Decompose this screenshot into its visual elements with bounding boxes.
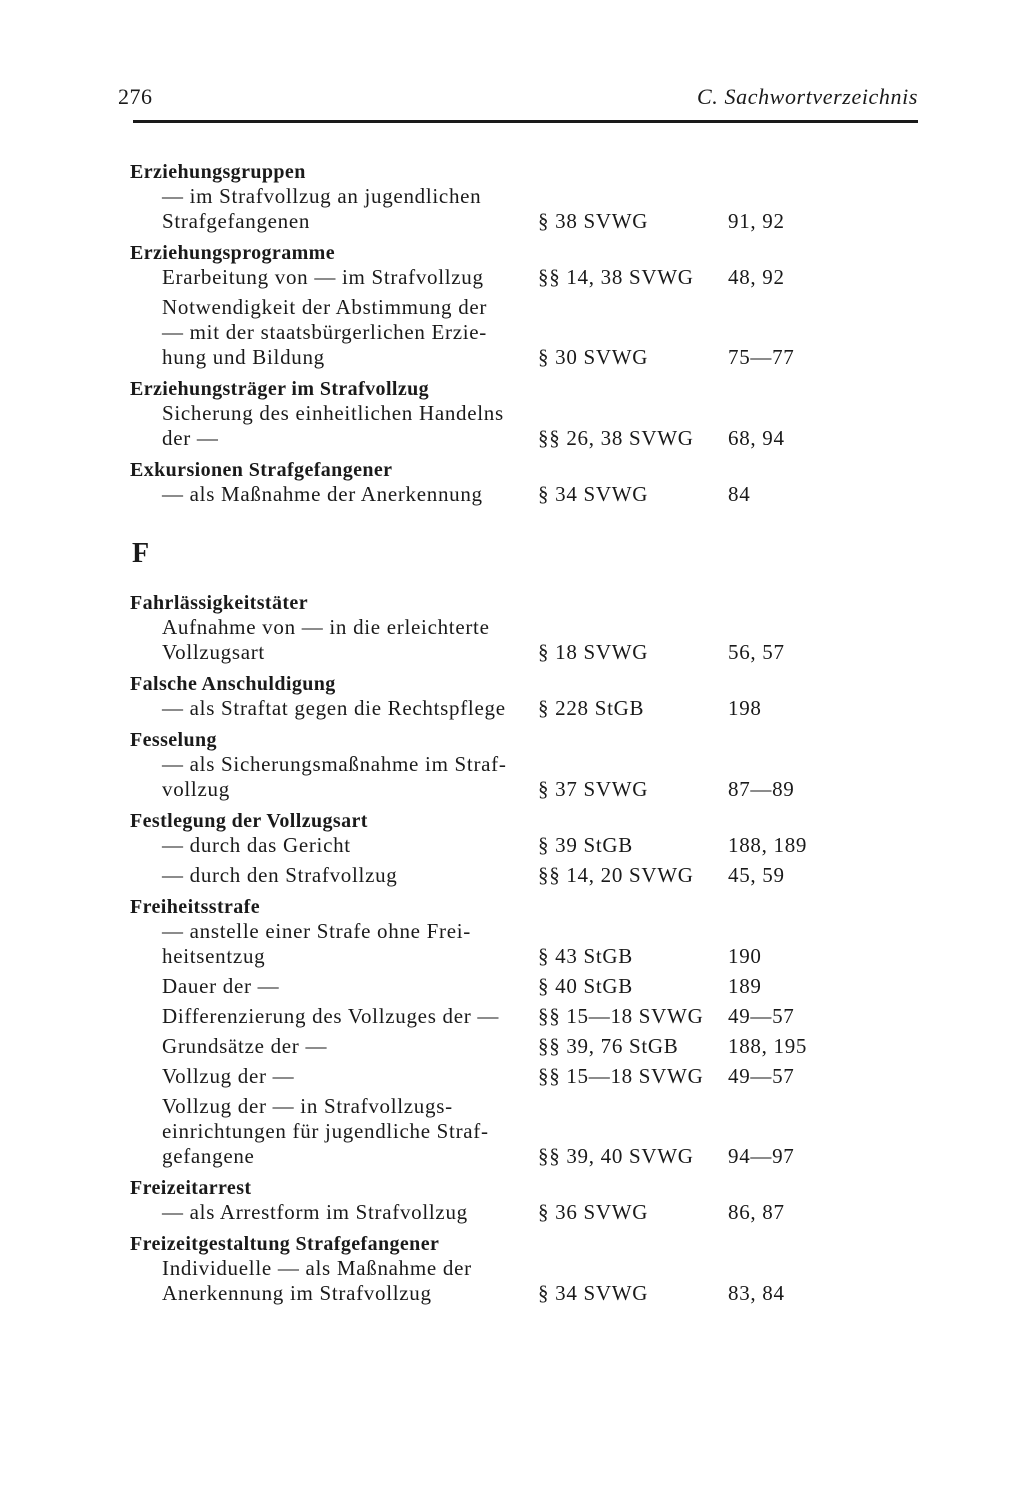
sub-entry-reference: §§ 39, 76 StGB: [538, 1034, 679, 1058]
sub-entry-pages: 188, 195: [728, 1034, 808, 1058]
page-number: 276: [118, 84, 153, 109]
sub-entry: [130, 184, 930, 234]
sub-entry-text: — im Strafvollzug an jugendlichen Strafgefangenen: [162, 184, 482, 233]
sub-entry-reference: § 36 SVWG: [538, 1200, 649, 1224]
sub-entry-pages: 190: [728, 944, 762, 968]
sub-entry: [130, 482, 930, 507]
sub-entry-text: — durch den Strafvollzug: [162, 863, 398, 887]
entry-heading: Fahrlässigkeitstäter: [130, 592, 308, 614]
sub-entry-pages: 83, 84: [728, 1281, 785, 1305]
sub-entry-pages: 68, 94: [728, 426, 785, 450]
sub-entry: [130, 863, 930, 888]
index-entry: [130, 809, 930, 888]
index-entry: [130, 672, 930, 721]
sub-entry: [130, 1200, 930, 1225]
entry-heading: Erziehungsträger im Strafvollzug: [130, 378, 430, 400]
sub-entry: [130, 696, 930, 721]
sub-entry-pages: 48, 92: [728, 265, 785, 289]
sub-entry-text: Dauer der —: [162, 974, 280, 998]
sub-entry-reference: § 34 SVWG: [538, 482, 649, 506]
entry-heading: Erziehungsgruppen: [130, 161, 306, 183]
sub-entry-pages: 189: [728, 974, 762, 998]
sub-entry: [130, 295, 930, 370]
sub-entry-text: Sicherung des einheitlichen Handelns der —: [162, 401, 504, 450]
sub-entry-pages: 56, 57: [728, 640, 785, 664]
sub-entry-text: Individuelle — als Maßnahme der Anerkennung im Strafvollzug: [162, 1256, 472, 1305]
index-entry: [130, 1232, 930, 1306]
section-f-entries: [130, 591, 930, 1306]
index-entry: [130, 1176, 930, 1225]
index-entry: [130, 160, 930, 234]
sub-entry-pages: 198: [728, 696, 762, 720]
index-entry: [130, 458, 930, 507]
sub-entry-text: — als Maßnahme der Anerkennung: [162, 482, 483, 506]
sub-entry-pages: 91, 92: [728, 209, 785, 233]
index-entry: [130, 895, 930, 1169]
sub-entry-reference: § 228 StGB: [538, 696, 645, 720]
sub-entry-text: Notwendigkeit der Abstimmung der — mit der staatsbürgerlichen Erzie- hung und Bildung: [162, 295, 488, 369]
sub-entry-pages: 94—97: [728, 1144, 795, 1168]
sub-entry-reference: § 34 SVWG: [538, 1281, 649, 1305]
index-entry: [130, 241, 930, 370]
sub-entry-text: — als Straftat gegen die Rechtspflege: [162, 696, 506, 720]
sub-entry: [130, 919, 930, 969]
sub-entry-text: — durch das Gericht: [162, 833, 351, 857]
sub-entry: [130, 401, 930, 451]
sub-entry: [130, 615, 930, 665]
sub-entry-pages: 86, 87: [728, 1200, 785, 1224]
section-letter: F: [132, 538, 150, 569]
sub-entry-text: Aufnahme von — in die erleichterte Vollzugsart: [162, 615, 490, 664]
sub-entry-reference: §§ 14, 20 SVWG: [538, 863, 694, 887]
sub-entry-pages: 49—57: [728, 1064, 795, 1088]
entry-heading: Festlegung der Vollzugsart: [130, 810, 368, 832]
sub-entry: [130, 1004, 930, 1029]
sub-entry: [130, 974, 930, 999]
index-section-f: [130, 537, 930, 1313]
entry-heading: Fesselung: [130, 729, 217, 751]
sub-entry-text: Grundsätze der —: [162, 1034, 328, 1058]
sub-entry-reference: § 30 SVWG: [538, 345, 649, 369]
sub-entry: [130, 1094, 930, 1169]
index-section-e: [130, 160, 930, 514]
sub-entry-reference: §§ 15—18 SVWG: [538, 1004, 704, 1028]
sub-entry-text: Differenzierung des Vollzuges der —: [162, 1004, 500, 1028]
entry-heading: Freiheitsstrafe: [130, 896, 261, 918]
sub-entry-text: Vollzug der —: [162, 1064, 295, 1088]
sub-entry-pages: 84: [728, 482, 751, 506]
header-rule: [133, 120, 918, 123]
sub-entry: [130, 265, 930, 290]
sub-entry: [130, 833, 930, 858]
sub-entry: [130, 1034, 930, 1059]
sub-entry-pages: 45, 59: [728, 863, 785, 887]
sub-entry-pages: 188, 189: [728, 833, 808, 857]
sub-entry-reference: §§ 26, 38 SVWG: [538, 426, 694, 450]
sub-entry: [130, 1064, 930, 1089]
running-head: C. Sachwortverzeichnis: [697, 84, 918, 109]
entry-heading: Freizeitarrest: [130, 1177, 252, 1199]
sub-entry-text: — als Arrestform im Strafvollzug: [162, 1200, 468, 1224]
sub-entry-text: Vollzug der — in Strafvollzugs- einrichtungen für jugendliche Straf- gefangene: [162, 1094, 489, 1168]
entry-heading: Falsche Anschuldigung: [130, 673, 336, 695]
entry-heading: Freizeitgestaltung Strafgefangener: [130, 1233, 440, 1255]
entry-heading: Erziehungsprogramme: [130, 242, 335, 264]
sub-entry-reference: §§ 15—18 SVWG: [538, 1064, 704, 1088]
index-entry: [130, 728, 930, 802]
sub-entry: [130, 1256, 930, 1306]
sub-entry-text: Erarbeitung von — im Strafvollzug: [162, 265, 484, 289]
sub-entry-reference: § 38 SVWG: [538, 209, 649, 233]
sub-entry-pages: 87—89: [728, 777, 795, 801]
sub-entry-reference: §§ 14, 38 SVWG: [538, 265, 694, 289]
sub-entry-text: — anstelle einer Strafe ohne Frei- heitsentzug: [162, 919, 471, 968]
sub-entry-reference: § 43 StGB: [538, 944, 633, 968]
entry-heading: Exkursionen Strafgefangener: [130, 459, 393, 481]
index-entry: [130, 377, 930, 451]
sub-entry-reference: § 37 SVWG: [538, 777, 649, 801]
index-entry: [130, 591, 930, 665]
sub-entry-pages: 49—57: [728, 1004, 795, 1028]
sub-entry-pages: 75—77: [728, 345, 795, 369]
sub-entry-reference: § 18 SVWG: [538, 640, 649, 664]
sub-entry-reference: § 40 StGB: [538, 974, 633, 998]
sub-entry: [130, 752, 930, 802]
sub-entry-text: — als Sicherungsmaßnahme im Straf- vollzug: [162, 752, 507, 801]
sub-entry-reference: § 39 StGB: [538, 833, 633, 857]
sub-entry-reference: §§ 39, 40 SVWG: [538, 1144, 694, 1168]
